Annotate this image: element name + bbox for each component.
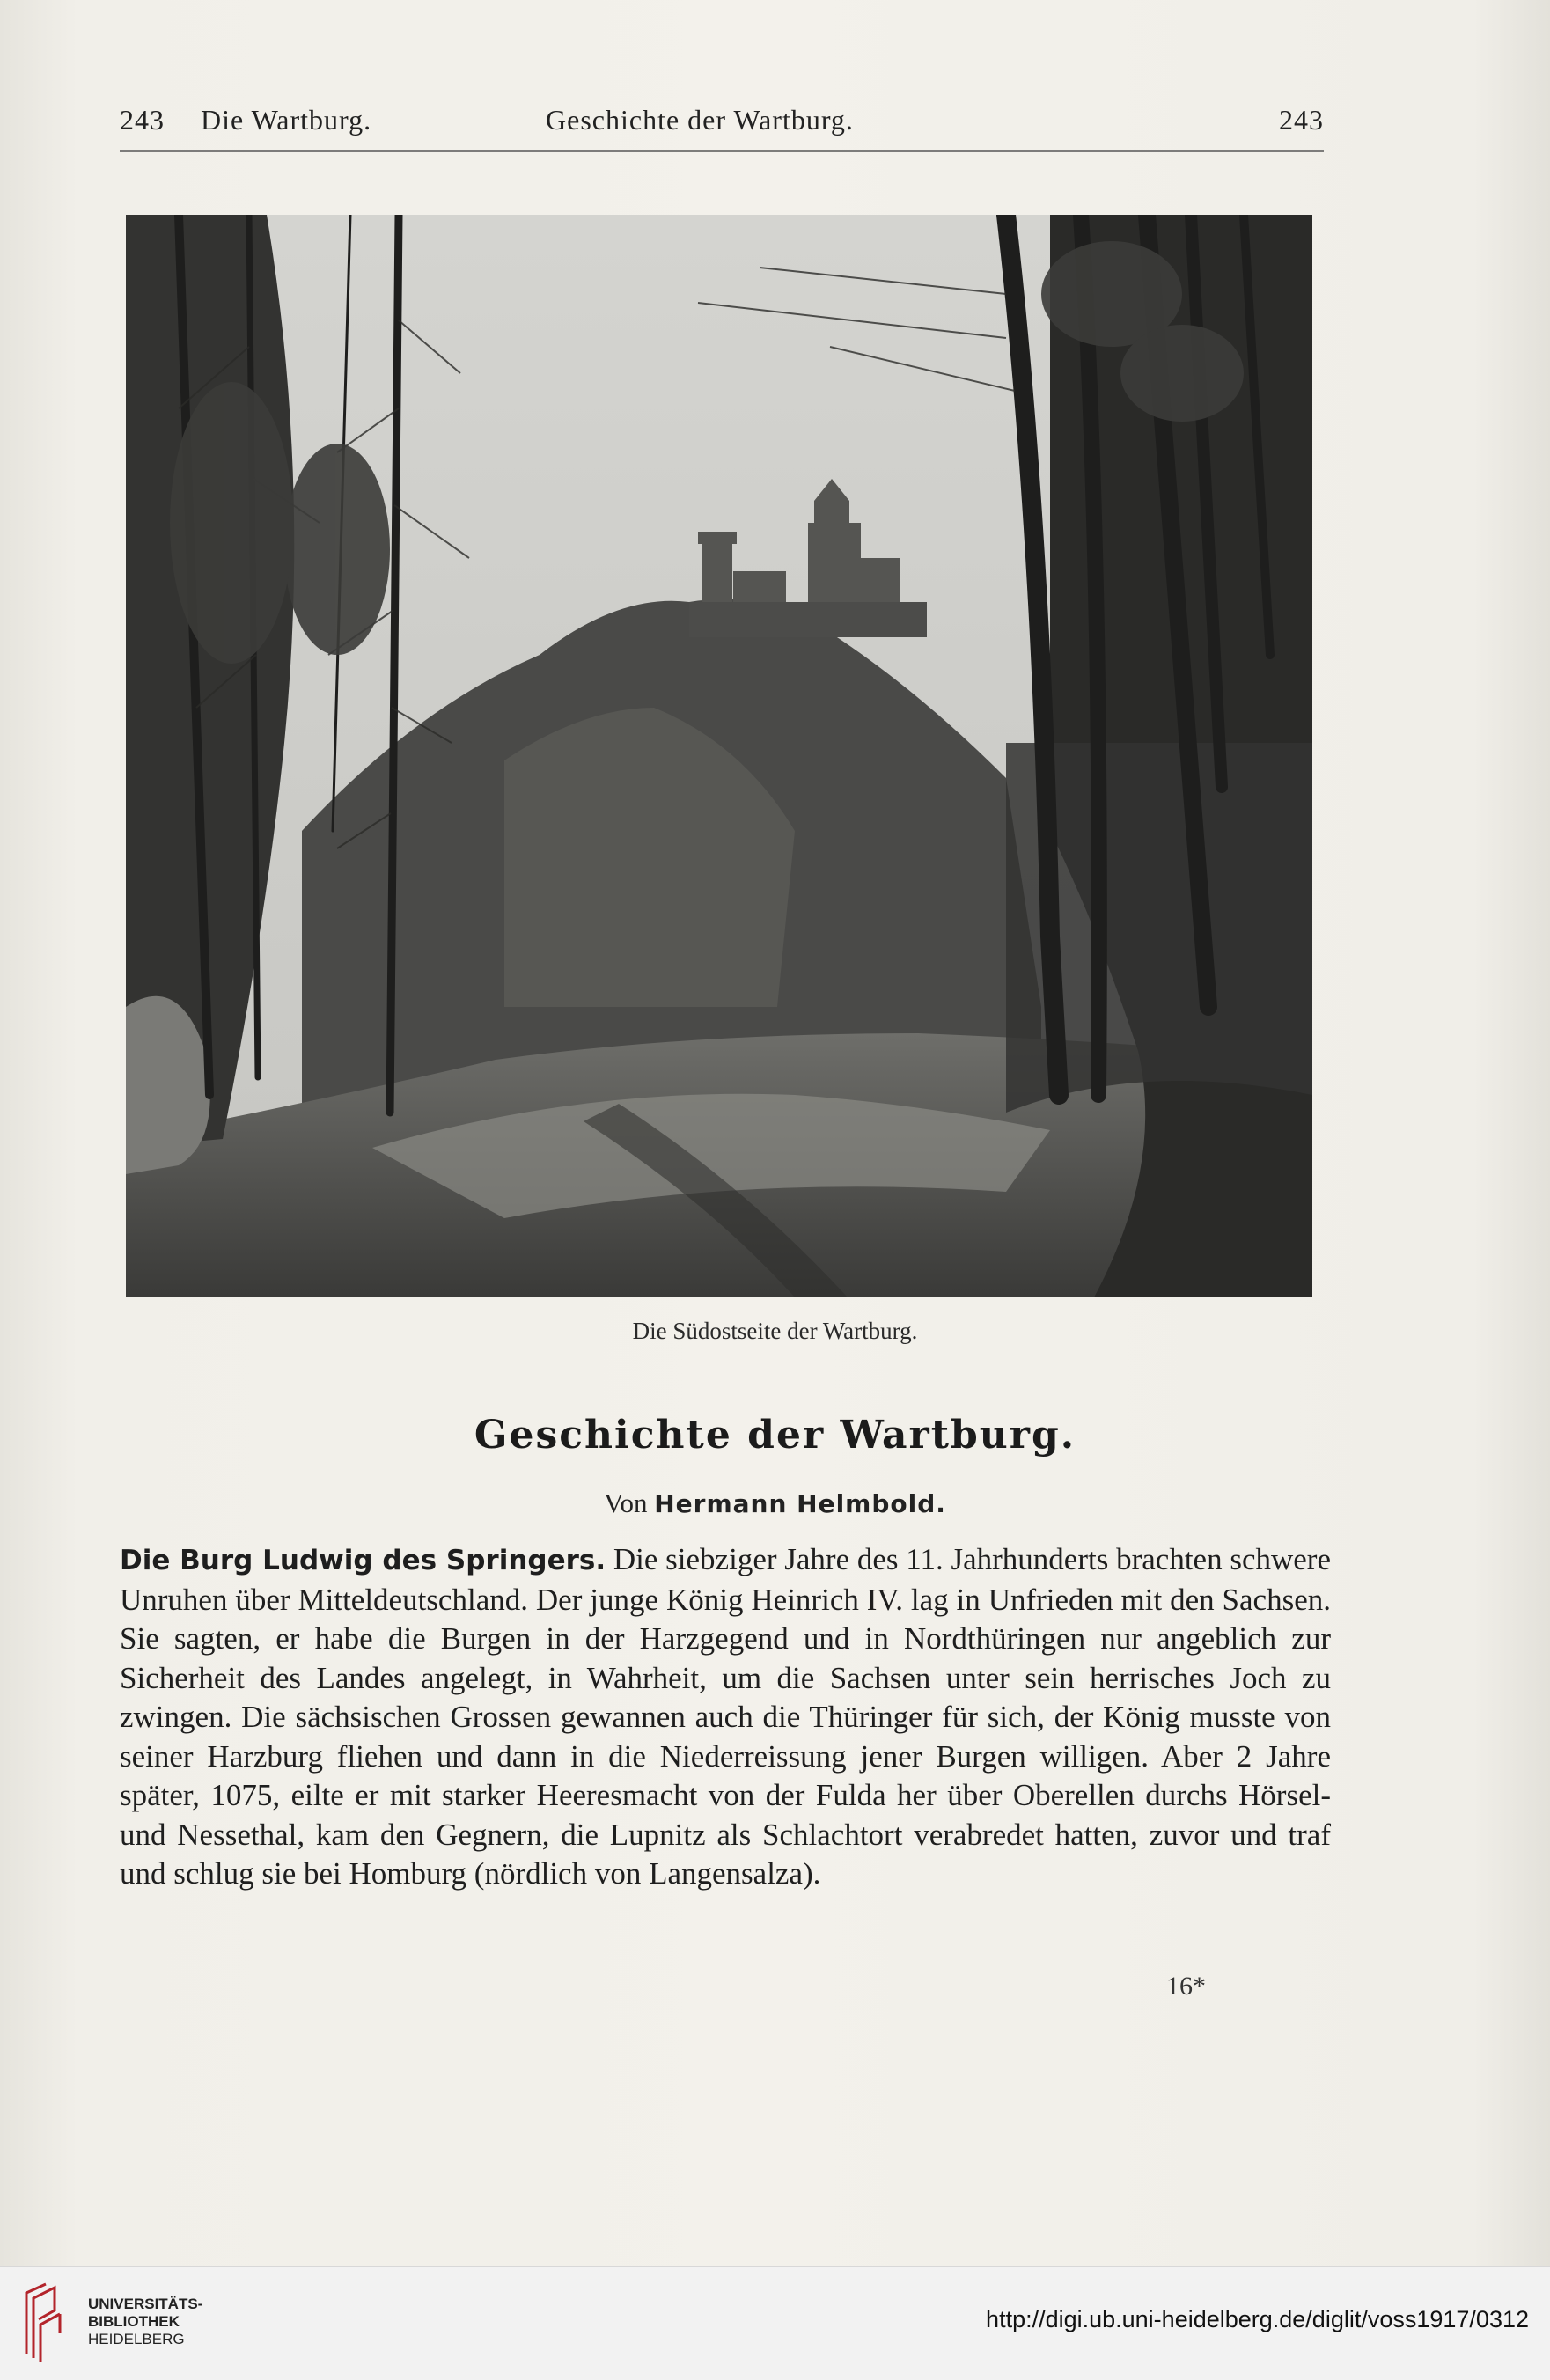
wartburg-photograph [126, 215, 1312, 1297]
byline [0, 1488, 1550, 1519]
figure-caption: Die Südostseite der Wartburg. [632, 1318, 918, 1344]
article-title: Geschichte der Wartburg. [474, 1413, 1076, 1458]
library-name-line1: UNIVERSITÄTS- [88, 2296, 203, 2312]
running-head [120, 104, 1324, 146]
author-name: Hermann Helmbold. [654, 1489, 946, 1518]
page-number-right: 243 [1279, 104, 1324, 136]
header-rule [120, 150, 1324, 152]
page-number-left: 243 [120, 104, 165, 136]
library-name [88, 2296, 202, 2348]
source-url-link[interactable]: http://digi.ub.uni-heidelberg.de/diglit/voss1917/0312 [986, 2306, 1529, 2332]
signature-mark: 16* [1166, 1972, 1206, 2001]
running-head-chapter-title: Geschichte der Wartburg. [546, 104, 854, 136]
body-paragraph: Die siebziger Jahre des 11. Jahrhunderts brachten schwere Unruhen über Mitteldeutschland. Der junge König Heinrich IV. lag in Unfrieden mit den Sachsen. Sie sagten, er habe die Burgen in der Harzgegend und in Nordthüringen nur angeblich zur Sicherheit des Landes angelegt, in Wahrheit, um die Sachsen unter sein herrisches Joch zu zwingen. Die sächsischen Grossen gewannen auch die Thüringer für sich, der König musste von seiner Harzburg fliehen und dann in die Niederreissung jener Burgen willigen. Aber 2 Jahre später, 1075, eilte er mit starker Heeresmacht von der Fulda her über Oberellen durchs Hörsel- und Nessethal, kam den Gegnern, die Lupnitz als Schlachtort verabredet hatten, zuvor und traf und schlug sie bei Homburg (nördlich von Langensalza). [120, 1542, 1331, 1891]
library-name-line3: HEIDELBERG [88, 2331, 185, 2347]
byline-prefix: Von [604, 1488, 648, 1518]
article-body [120, 1540, 1331, 1894]
running-head-book-title: Die Wartburg. [201, 104, 372, 136]
section-lead-heading: Die Burg Ludwig des Springers. [120, 1545, 606, 1576]
library-name-line2: BIBLIOTHEK [88, 2313, 180, 2330]
forest-castle-image [126, 215, 1312, 1297]
library-logo-icon [19, 2281, 81, 2363]
